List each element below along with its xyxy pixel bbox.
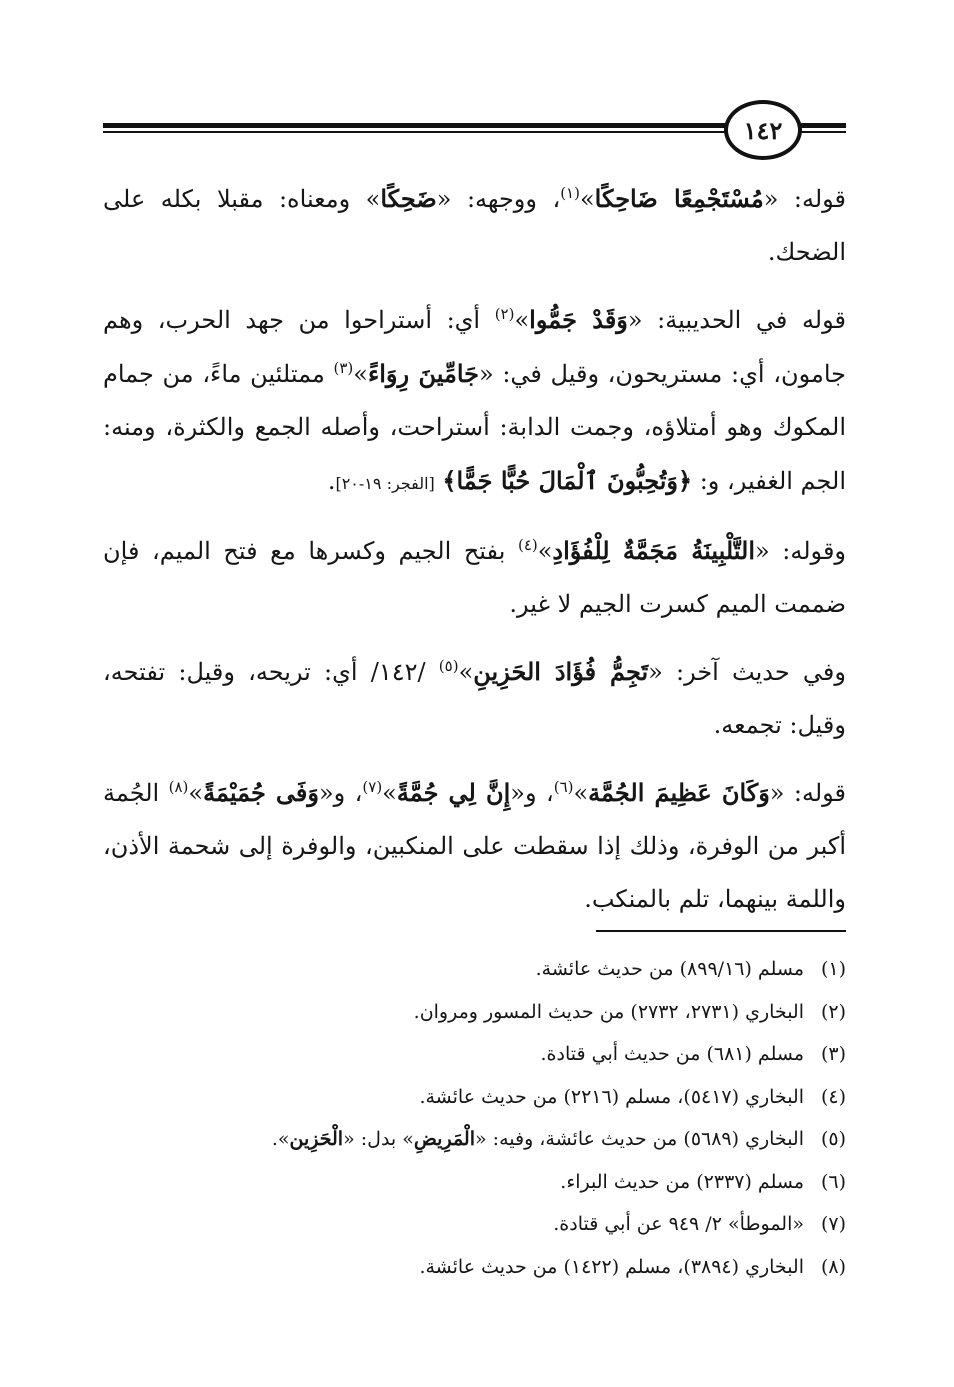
text-run: وفي حديث آخر: « bbox=[648, 658, 846, 686]
text-run: قوله في الحديبية: « bbox=[627, 306, 846, 334]
footnote bbox=[103, 1203, 846, 1246]
text-run: ، و« bbox=[318, 779, 363, 807]
footnote-marker: (٨) bbox=[168, 778, 189, 796]
text-run: قوله: « bbox=[769, 779, 847, 807]
footnote-text bbox=[103, 1203, 804, 1246]
footnote-number: (٣) bbox=[820, 1043, 846, 1065]
footnote-text bbox=[103, 1246, 804, 1289]
footnote-marker: (٣) bbox=[333, 359, 354, 377]
footnote-text bbox=[103, 1033, 804, 1076]
footnote-separator bbox=[596, 930, 846, 932]
paragraph bbox=[103, 172, 846, 279]
text-run: » bbox=[188, 779, 204, 807]
footnote-marker: (٧) bbox=[362, 778, 383, 796]
text-run: » bbox=[458, 658, 474, 686]
quoted-phrase: مُسْتَجْمِعًا ضَاحِكًا bbox=[594, 184, 764, 213]
text-run: . bbox=[327, 467, 336, 495]
text-run: البخاري (٢٧٣١، ٢٧٣٢) من حديث المسور ومروان. bbox=[413, 1000, 804, 1023]
text-run: قوله: « bbox=[763, 185, 847, 213]
page-number-badge bbox=[724, 100, 802, 160]
footnote-text bbox=[103, 948, 804, 991]
footnote bbox=[103, 1033, 846, 1076]
text-run: الجُمة أكبر من الوفرة، وذلك إذا سقطت على المنكبين، والوفرة إلى شحمة الأذن، واللمة بينهما، تلم بالمنكب. bbox=[103, 779, 847, 913]
footnote bbox=[103, 1076, 846, 1119]
text-run: » bbox=[579, 185, 595, 213]
quoted-phrase: ضَحِكًا bbox=[380, 184, 437, 213]
footnote bbox=[103, 1118, 846, 1161]
text-run: » bbox=[573, 779, 589, 807]
text-run: أي: أستراحوا من جهد الحرب، وهم جامون، أي: مستريحون، وقيل في: « bbox=[103, 306, 846, 388]
quoted-phrase: وَفَى جُمَيْمَةً bbox=[203, 778, 319, 807]
footnote-marker: (٤) bbox=[517, 536, 538, 554]
footnote-marker: (٢) bbox=[494, 305, 515, 323]
text-run: ، ووجهه: « bbox=[436, 185, 561, 213]
paragraph bbox=[103, 766, 846, 926]
text-run: البخاري (٣٨٩٤)، مسلم (١٤٢٢) من حديث عائشة. bbox=[419, 1255, 804, 1278]
footnote bbox=[103, 1246, 846, 1289]
footnote-number: (٤) bbox=[820, 1085, 846, 1108]
text-run: » bbox=[514, 306, 530, 334]
paragraph bbox=[103, 293, 846, 510]
footnotes bbox=[103, 948, 846, 1288]
footnote-number: (٢) bbox=[820, 1000, 846, 1023]
text-run: البخاري (٥٤١٧)، مسلم (٢٢١٦) من حديث عائشة. bbox=[419, 1085, 804, 1108]
quoted-phrase: التَّلْبِينَةُ مَجَمَّةٌ لِلْفُؤَادِ bbox=[552, 536, 756, 565]
footnote-marker: (٥) bbox=[438, 657, 459, 675]
quoted-phrase: تَجِمُّ فُؤَادَ الحَزِينِ bbox=[473, 657, 649, 686]
quoted-phrase: إِنَّ لِي جُمَّةً bbox=[396, 778, 511, 807]
paragraph bbox=[103, 645, 846, 752]
footnote-text bbox=[103, 1076, 804, 1119]
text-run: » ومعناه: مقبلا بكله على الضحك. bbox=[103, 185, 846, 266]
footnote-number: (٦) bbox=[820, 1170, 846, 1193]
quoted-phrase: وَقَدْ جَمُّوا bbox=[529, 305, 628, 334]
footnote bbox=[103, 948, 846, 991]
text-run: ، و« bbox=[510, 779, 554, 807]
quoted-phrase: وَكَانَ عَظِيمَ الجُمَّة bbox=[588, 778, 770, 807]
text-run: » bbox=[382, 779, 397, 807]
footnote-text bbox=[103, 1118, 804, 1161]
footnote-text bbox=[103, 991, 804, 1034]
quran-reference: [الفجر: ١٩-٢٠] bbox=[335, 474, 435, 493]
footnote-marker: (٦) bbox=[553, 778, 574, 796]
footnote-number: (١) bbox=[820, 958, 846, 980]
footnote bbox=[103, 1161, 846, 1204]
quoted-phrase: الْحَزِين bbox=[289, 1128, 344, 1150]
text-run: /١٤٢/ أي: تريحه، وقيل: تفتحه، وقيل: تجمعه. bbox=[103, 658, 846, 739]
text-run: ». bbox=[271, 1128, 290, 1150]
quoted-phrase: ﴿وَتُحِبُّونَ ٱلْمَالَ حُبًّا جَمًّا﴾ bbox=[442, 466, 693, 495]
footnote-number: (٥) bbox=[820, 1128, 846, 1150]
text-run: مسلم (٨٩٩/١٦) من حديث عائشة. bbox=[535, 958, 804, 980]
quoted-phrase: جَامِّينَ رِوَاءً bbox=[367, 359, 479, 388]
text-run: مسلم (٢٣٣٧) من حديث البراء. bbox=[560, 1170, 804, 1193]
footnote-number: (٧) bbox=[820, 1213, 846, 1235]
footnote bbox=[103, 991, 846, 1034]
text-run: «الموطأ» ٢/ ٩٤٩ عن أبي قتادة. bbox=[553, 1213, 804, 1235]
text-run: » bbox=[537, 537, 553, 565]
text-run: مسلم (٦٨١) من حديث أبي قتادة. bbox=[540, 1043, 804, 1065]
footnote-text bbox=[103, 1161, 804, 1204]
text-run: » bbox=[353, 360, 368, 388]
paragraph bbox=[103, 524, 846, 631]
footnote-number: (٨) bbox=[820, 1255, 846, 1278]
page-number: ١٤٢ bbox=[743, 115, 783, 145]
main-text bbox=[103, 172, 846, 940]
text-run: البخاري (٥٦٨٩) من حديث عائشة، وفيه: « bbox=[475, 1128, 804, 1150]
footnote-marker: (١) bbox=[560, 184, 580, 202]
text-run: ممتلئين ماءً، من جمام المكوك وهو أمتلاؤه، وجمت الدابة: أستراحت، وأصله الجمع والكثرة، ومنه: الجم الغفير، و: bbox=[103, 360, 846, 495]
text-run: بفتح الجيم وكسرها مع فتح الميم، فإن ضممت الميم كسرت الجيم لا غير. bbox=[103, 537, 846, 618]
text-run: » بدل: « bbox=[343, 1128, 414, 1150]
text-run: وقوله: « bbox=[755, 537, 847, 565]
quoted-phrase: الْمَرِيضِ bbox=[413, 1128, 475, 1150]
